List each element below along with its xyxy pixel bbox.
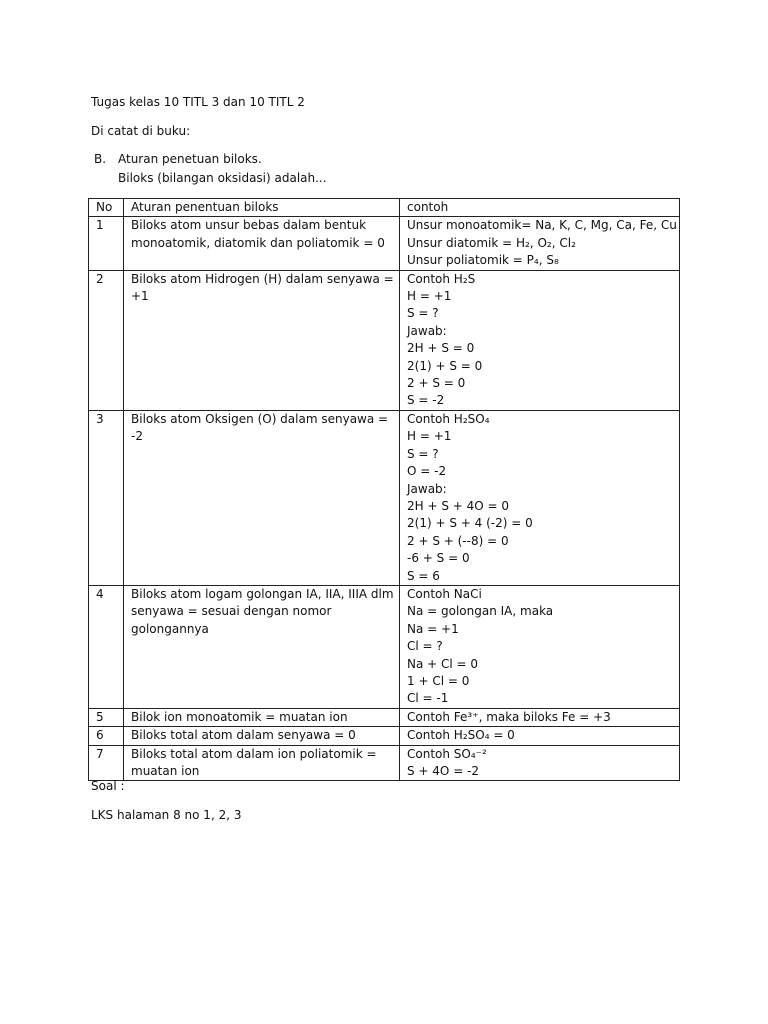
row-number: 4 xyxy=(89,585,124,708)
column-header-no: No xyxy=(89,199,124,217)
example-line: Unsur poliatomik = P₄, S₈ xyxy=(407,253,559,268)
table-row xyxy=(89,727,680,745)
assignment-reference: LKS halaman 8 no 1, 2, 3 xyxy=(91,808,242,822)
example-line: 2H + S = 0 xyxy=(407,341,475,356)
example-cell xyxy=(400,727,680,745)
example-cell xyxy=(400,270,680,410)
example-line: Cl = -1 xyxy=(407,691,449,706)
table-row xyxy=(89,270,680,410)
rule-text: Bilok ion monoatomik = muatan ion xyxy=(131,709,348,724)
section-subtitle: Biloks (bilangan oksidasi) adalah... xyxy=(118,171,327,185)
example-line: S = 6 xyxy=(407,568,440,583)
rule-cell xyxy=(124,410,400,585)
instruction-text: Di catat di buku: xyxy=(91,124,191,138)
example-line: -6 + S = 0 xyxy=(407,551,470,566)
example-line: Na = +1 xyxy=(407,621,459,636)
rule-text: Biloks total atom dalam senyawa = 0 xyxy=(131,728,356,743)
column-header-rule: Aturan penentuan biloks xyxy=(124,199,400,217)
section-title: Aturan penetuan biloks. xyxy=(118,152,262,166)
table-row xyxy=(89,217,680,270)
example-line: O = -2 xyxy=(407,464,447,479)
example-line: Contoh H₂SO₄ = 0 xyxy=(407,728,515,743)
example-line: S + 4O = -2 xyxy=(407,764,480,778)
rules-table xyxy=(88,198,680,781)
soal-label: Soal : xyxy=(91,779,125,793)
example-line: Na + Cl = 0 xyxy=(407,656,479,671)
table-row xyxy=(89,708,680,726)
example-line: Cl = ? xyxy=(407,639,443,654)
example-cell xyxy=(400,708,680,726)
example-line: 2 + S + (--8) = 0 xyxy=(407,533,509,548)
example-line: Jawab: xyxy=(407,481,447,496)
example-line: Jawab: xyxy=(407,323,447,338)
example-line: Contoh NaCi xyxy=(407,586,482,601)
example-cell xyxy=(400,585,680,708)
example-line: Contoh SO₄⁻² xyxy=(407,746,487,761)
example-line: H = +1 xyxy=(407,289,452,304)
rule-text: Biloks atom Oksigen (O) dalam senyawa = -2 xyxy=(131,411,389,444)
rule-text: Biloks atom unsur bebas dalam bentuk monoatomik, diatomik dan poliatomik = 0 xyxy=(131,218,385,250)
table-row xyxy=(89,745,680,781)
example-cell xyxy=(400,410,680,585)
table-header-row xyxy=(89,199,680,217)
example-line: 2 + S = 0 xyxy=(407,376,466,391)
section-letter: B. xyxy=(94,152,107,166)
example-line: Contoh Fe³⁺, maka biloks Fe = +3 xyxy=(407,709,611,724)
rule-cell xyxy=(124,727,400,745)
document-title: Tugas kelas 10 TITL 3 dan 10 TITL 2 xyxy=(91,95,305,109)
table-row xyxy=(89,410,680,585)
rule-cell xyxy=(124,270,400,410)
rule-cell xyxy=(124,745,400,781)
column-header-example: contoh xyxy=(400,199,680,217)
example-line: 1 + Cl = 0 xyxy=(407,673,470,688)
example-line: Na = golongan IA, maka xyxy=(407,604,554,619)
example-line: S = ? xyxy=(407,306,439,321)
row-number: 5 xyxy=(89,708,124,726)
row-number: 7 xyxy=(89,745,124,781)
rule-text: Biloks total atom dalam ion poliatomik = muatan ion xyxy=(131,746,377,778)
rule-text: Biloks atom Hidrogen (H) dalam senyawa = +1 xyxy=(131,271,394,304)
example-line: Contoh H₂SO₄ xyxy=(407,411,490,426)
example-line: Contoh H₂S xyxy=(407,271,476,286)
row-number: 1 xyxy=(89,217,124,270)
row-number: 3 xyxy=(89,410,124,585)
example-line: Unsur monoatomik= Na, K, C, Mg, Ca, Fe, Cu xyxy=(407,218,677,233)
rule-text: Biloks atom logam golongan IA, IIA, IIIA dlm senyawa = sesuai dengan nomor golongannya xyxy=(131,586,394,636)
example-line: 2(1) + S = 0 xyxy=(407,358,483,373)
example-line: S = ? xyxy=(407,446,439,461)
example-line: 2H + S + 4O = 0 xyxy=(407,498,510,513)
example-cell xyxy=(400,217,680,270)
example-line: S = -2 xyxy=(407,393,445,408)
example-line: Unsur diatomik = H₂, O₂, Cl₂ xyxy=(407,235,576,250)
example-line: H = +1 xyxy=(407,429,452,444)
row-number: 2 xyxy=(89,270,124,410)
rule-cell xyxy=(124,217,400,270)
row-number: 6 xyxy=(89,727,124,745)
table-row xyxy=(89,585,680,708)
example-line: 2(1) + S + 4 (-2) = 0 xyxy=(407,516,533,531)
rule-cell xyxy=(124,585,400,708)
rule-cell xyxy=(124,708,400,726)
example-cell xyxy=(400,745,680,781)
